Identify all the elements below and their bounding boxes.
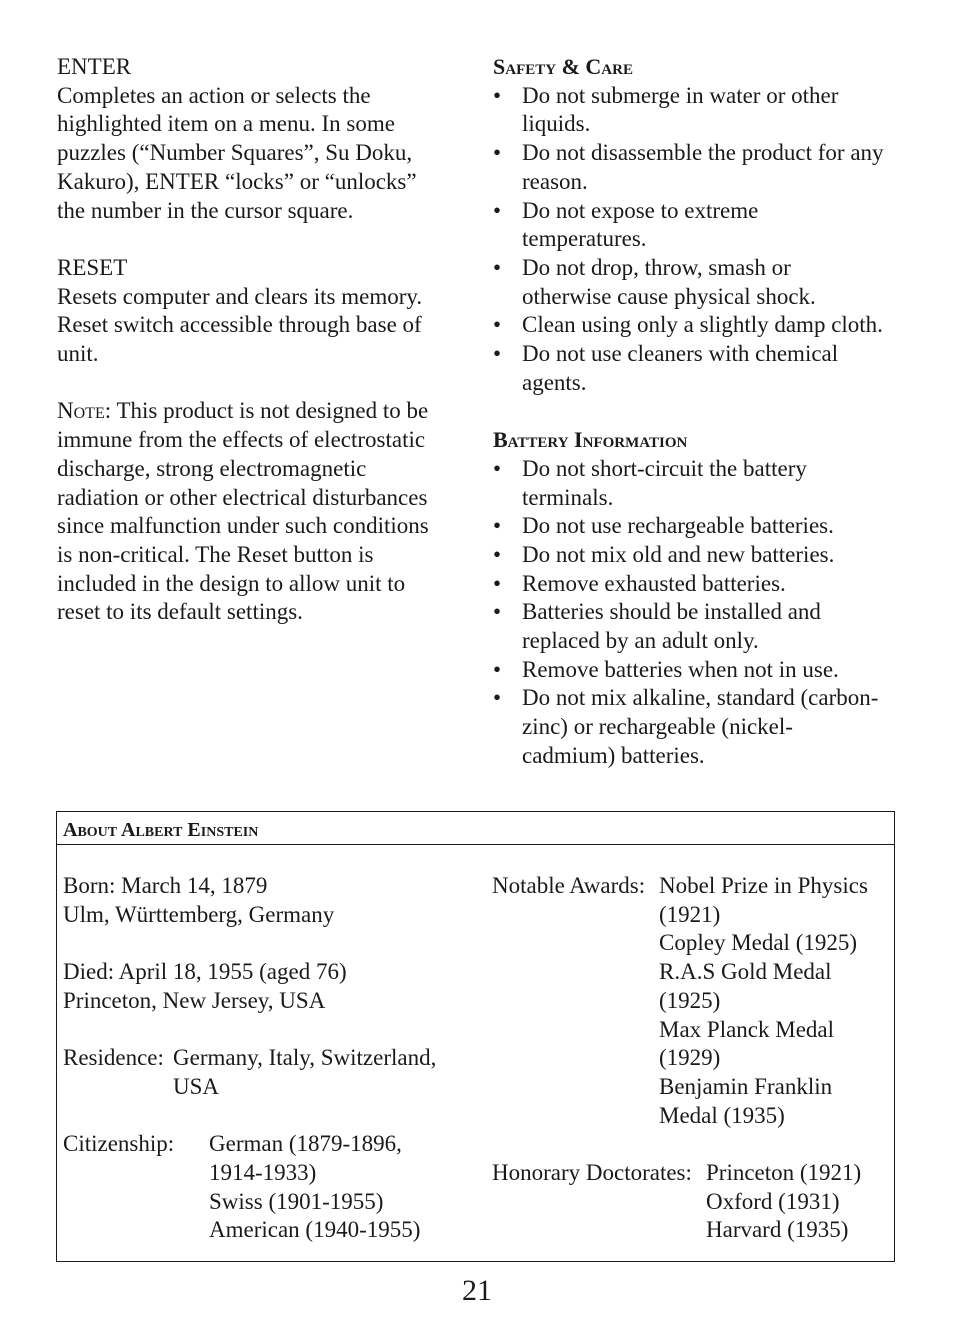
- reset-line: Reset switch accessible through base of: [57, 312, 422, 338]
- reset-description: [57, 283, 452, 369]
- enter-line: puzzles (“Number Squares”, Su Doku,: [57, 140, 413, 166]
- reset-line: unit.: [57, 341, 99, 367]
- award-value: (1929): [659, 1045, 721, 1071]
- reset-title: RESET: [57, 254, 128, 280]
- doctorate-value: Princeton (1921): [706, 1160, 862, 1186]
- award-value: Max Planck Medal: [659, 1016, 835, 1042]
- note-line: reset to its default settings.: [57, 599, 303, 625]
- list-item: • Do not use cleaners with chemical agents.: [493, 340, 908, 397]
- citizenship-label: Citizenship:: [63, 1131, 175, 1157]
- box-title: About Albert Einstein: [63, 819, 259, 841]
- note-line: since malfunction under such conditions: [57, 513, 429, 539]
- doctorate-value: Oxford (1931): [706, 1188, 840, 1214]
- citizenship-row: [63, 1130, 463, 1245]
- list-item: • Remove exhausted batteries.: [493, 570, 908, 599]
- list-item: • Do not drop, throw, smash or otherwise cause physical shock.: [493, 254, 908, 311]
- battery-heading: Battery Information: [493, 427, 688, 453]
- award-value: Nobel Prize in Physics: [659, 873, 868, 898]
- born-place: Ulm, Württemberg, Germany: [63, 901, 335, 927]
- left-column: [57, 53, 452, 627]
- note-line: is non-critical. The Reset button is: [57, 541, 374, 567]
- list-item: • Batteries should be installed and replaced by an adult only.: [493, 598, 908, 655]
- note-paragraph: [57, 397, 452, 627]
- list-item: • Do not submerge in water or other liquids.: [493, 82, 908, 139]
- enter-line: Completes an action or selects the: [57, 82, 371, 108]
- doctorate-value: Harvard (1935): [706, 1217, 849, 1243]
- award-value: Copley Medal (1925): [659, 930, 858, 956]
- list-item: • Do not mix alkaline, standard (carbon- zinc) or rechargeable (nickel- cadmium) batteries.: [493, 684, 908, 770]
- doctorates-label: Honorary Doctorates:: [492, 1160, 692, 1186]
- born-date: Born: March 14, 1879: [63, 873, 268, 898]
- box-header: [57, 812, 894, 845]
- note-label: Note: [57, 398, 105, 424]
- enter-line: Kakuro), ENTER “locks” or “unlocks”: [57, 168, 417, 194]
- enter-title: ENTER: [57, 54, 132, 79]
- doctorates-row: [492, 1159, 892, 1245]
- right-column: [493, 53, 908, 771]
- award-value: (1921): [659, 901, 721, 927]
- about-einstein-box: [56, 811, 895, 1262]
- enter-description: [57, 82, 452, 226]
- list-item: • Do not use rechargeable batteries.: [493, 512, 908, 541]
- list-item: • Clean using only a slightly damp cloth.: [493, 311, 908, 340]
- died-date: Died: April 18, 1955 (aged 76): [63, 959, 347, 985]
- box-left-column: [63, 872, 463, 1245]
- note-line: immune from the effects of electrostatic: [57, 427, 426, 453]
- note-line: : This product is not designed to be: [104, 398, 429, 424]
- residence-row: [63, 1044, 463, 1101]
- note-line: included in the design to allow unit to: [57, 570, 406, 596]
- list-item: • Do not short-circuit the battery terminals.: [493, 455, 908, 512]
- safety-heading: Safety & Care: [493, 54, 633, 79]
- note-line: discharge, strong electromagnetic: [57, 455, 367, 481]
- died-place: Princeton, New Jersey, USA: [63, 987, 326, 1013]
- page-number: 21: [462, 1274, 492, 1307]
- award-value: (1925): [659, 987, 721, 1013]
- awards-row: [492, 872, 892, 1130]
- list-item: • Remove batteries when not in use.: [493, 656, 908, 685]
- award-value: Medal (1935): [659, 1102, 785, 1128]
- reset-line: Resets computer and clears its memory.: [57, 283, 423, 309]
- list-item: • Do not expose to extreme temperatures.: [493, 197, 908, 254]
- note-line: radiation or other electrical disturbances: [57, 484, 428, 510]
- awards-label: Notable Awards:: [492, 873, 646, 898]
- list-item: • Do not mix old and new batteries.: [493, 541, 908, 570]
- list-item: • Do not disassemble the product for any reason.: [493, 139, 908, 196]
- safety-list: [493, 82, 908, 398]
- residence-label: Residence:: [63, 1045, 164, 1071]
- citizenship-value: German (1879-1896,: [209, 1131, 402, 1157]
- award-value: R.A.S Gold Medal: [659, 959, 832, 985]
- residence-value: Germany, Italy, Switzerland,: [173, 1045, 437, 1071]
- enter-line: the number in the cursor square.: [57, 197, 354, 223]
- battery-list: [493, 455, 908, 771]
- box-right-column: [492, 872, 892, 1245]
- citizenship-value: American (1940-1955): [209, 1217, 421, 1243]
- award-value: Benjamin Franklin: [659, 1073, 833, 1099]
- citizenship-value: 1914-1933): [209, 1159, 317, 1185]
- residence-value: USA: [173, 1073, 220, 1099]
- citizenship-value: Swiss (1901-1955): [209, 1188, 384, 1214]
- enter-line: highlighted item on a menu. In some: [57, 111, 395, 137]
